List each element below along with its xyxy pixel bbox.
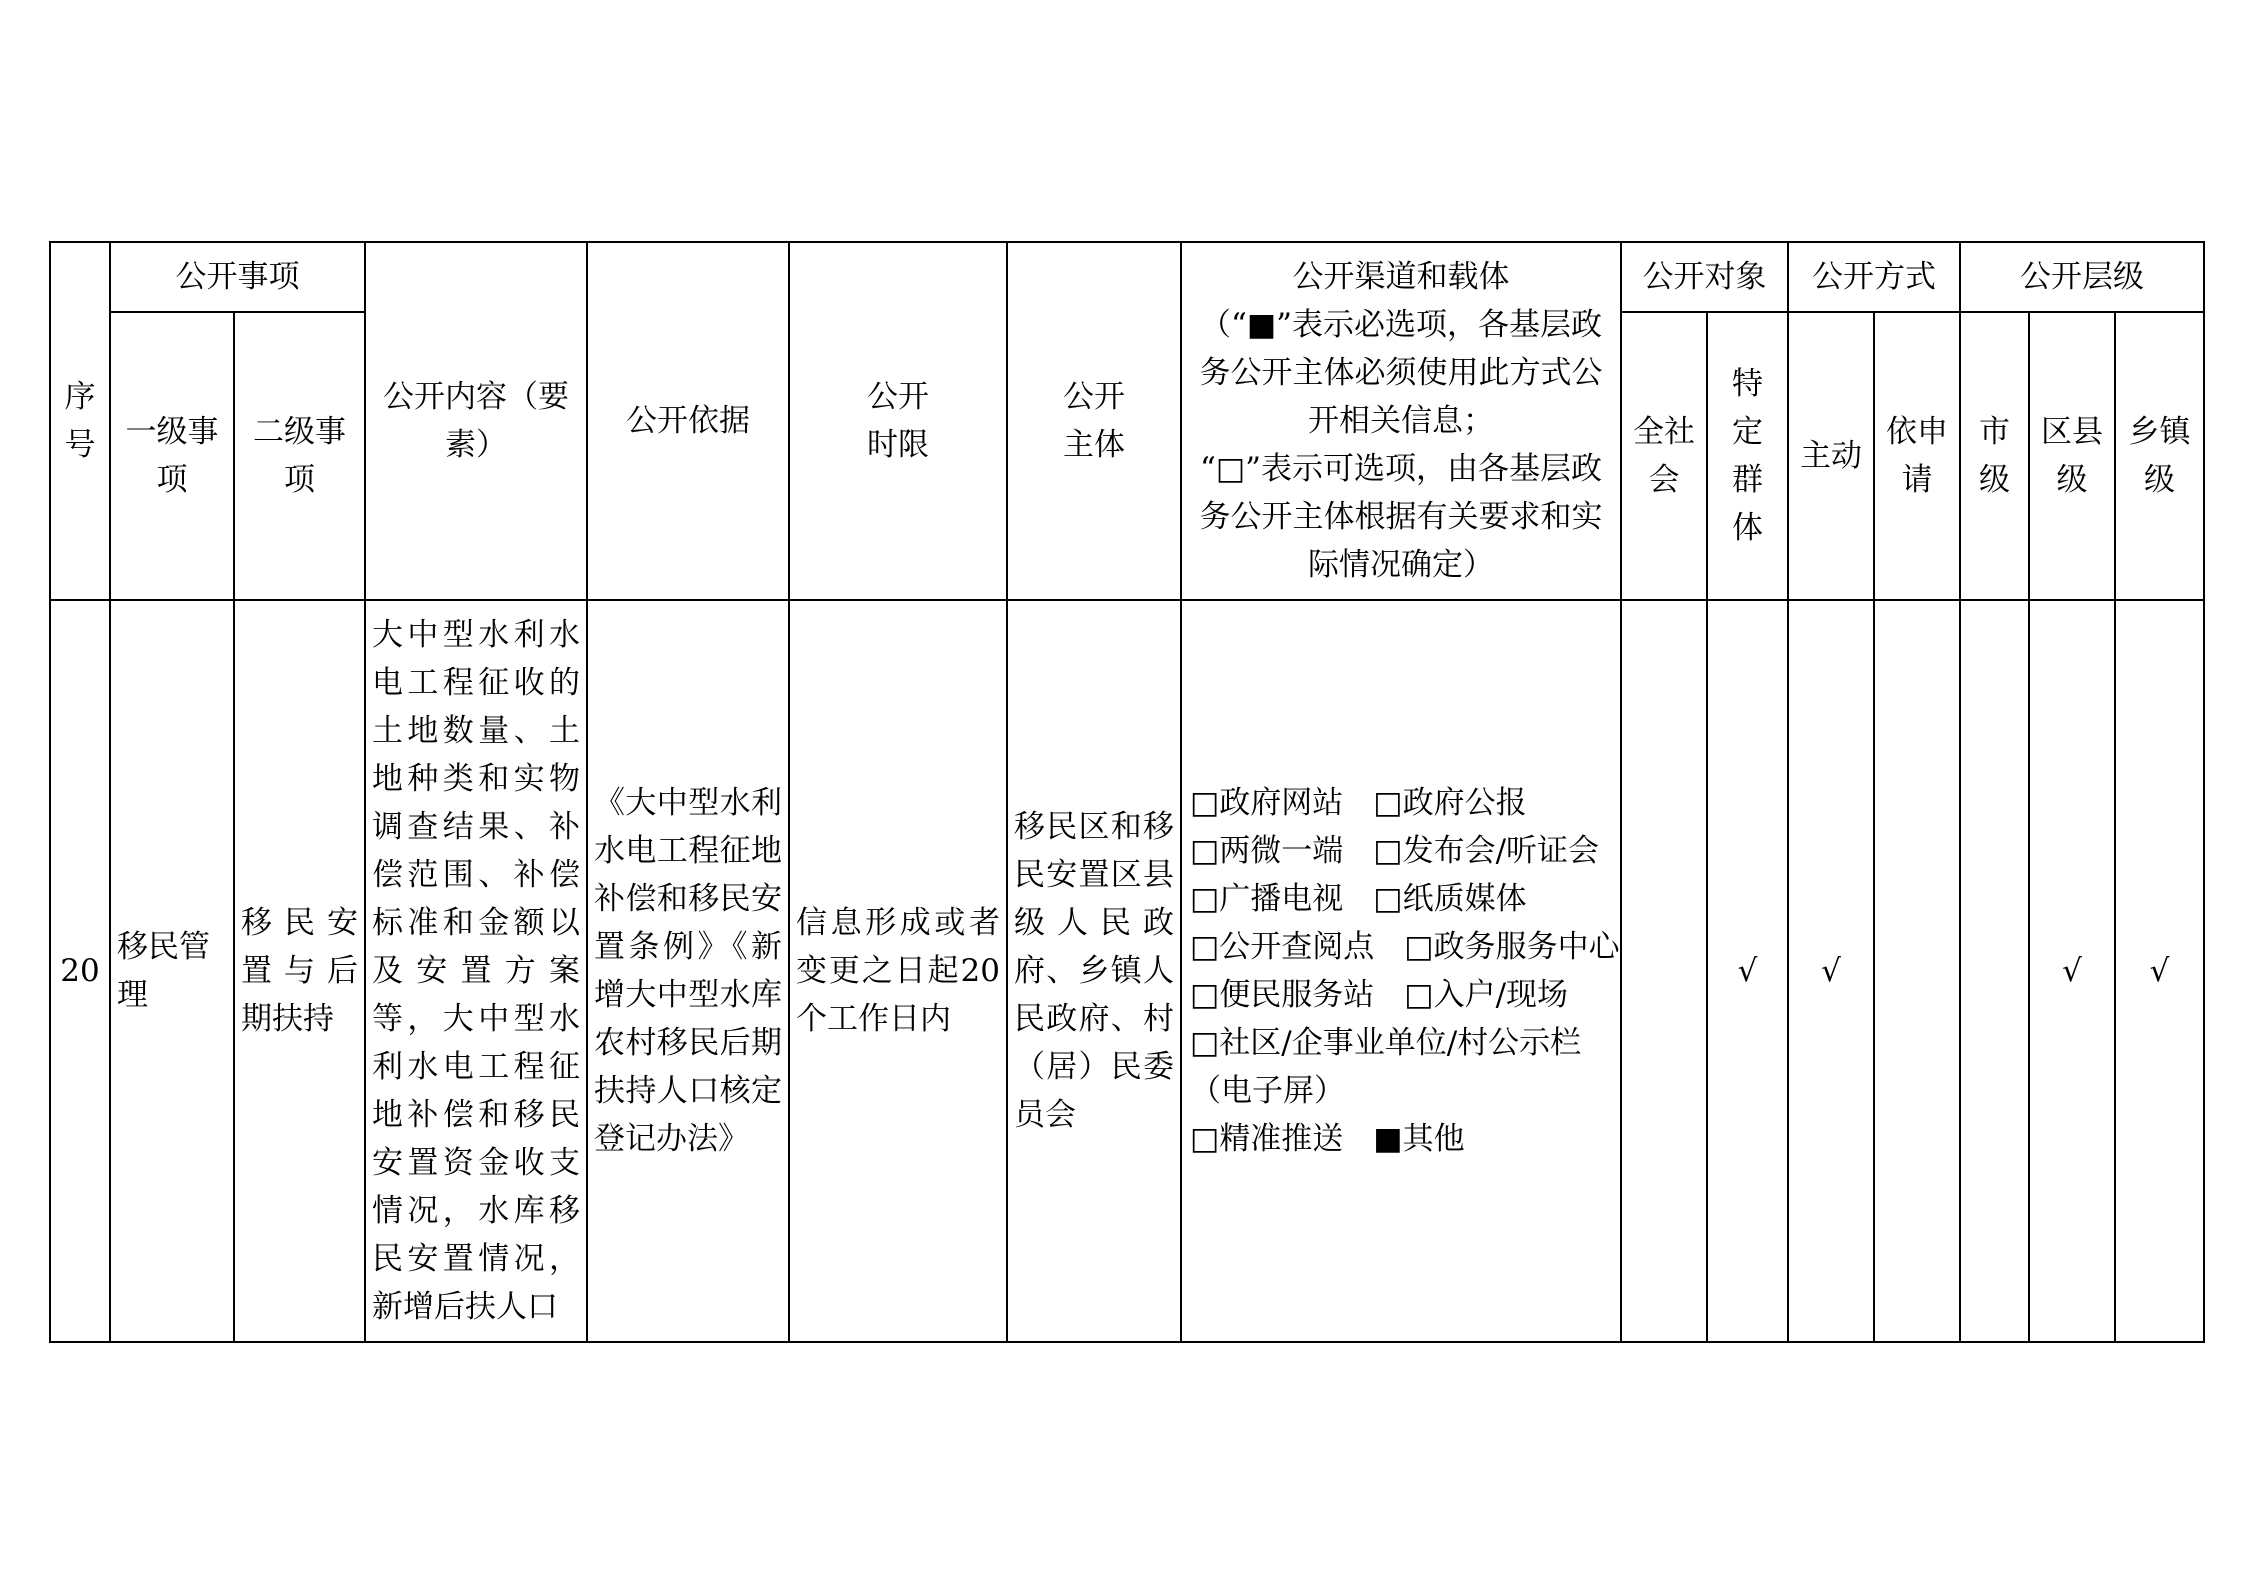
cell-basis: 《大中型水利水电工程征地补偿和移民安置条例》《新增大中型水库农村移民后期扶持人口核定登记办法》 (587, 600, 789, 1342)
cell-method-active: √ (1788, 600, 1874, 1342)
header-content: 公开内容（要素） (365, 242, 587, 600)
cell-level-county: √ (2029, 600, 2115, 1342)
header-target-all: 全社会 (1621, 312, 1707, 600)
channel-option: □公开查阅点 (1190, 929, 1375, 965)
header-subject: 公开主体 (1007, 242, 1181, 600)
cell-subject: 移民区和移民安置区县级人民政府、乡镇人民政府、村（居）民委员会 (1007, 600, 1181, 1342)
channel-line (1190, 923, 1620, 971)
channel-option: ■其他 (1373, 1121, 1465, 1157)
cell-level-city (1960, 600, 2029, 1342)
channel-line (1190, 1115, 1612, 1163)
header-channel-note-optional: “□”表示可选项，由各基层政务公开主体根据有关要求和实际情况确定） (1199, 451, 1603, 583)
channel-option: □两微一端 (1190, 833, 1344, 869)
channel-line (1190, 875, 1612, 923)
header-row-1 (50, 242, 2204, 312)
header-method-group: 公开方式 (1788, 242, 1960, 312)
header-seq: 序号 (50, 242, 110, 600)
disclosure-table (49, 241, 2205, 1343)
cell-method-request (1874, 600, 1960, 1342)
header-level-group: 公开层级 (1960, 242, 2204, 312)
channel-line (1190, 779, 1612, 827)
cell-time-limit: 信息形成或者变更之日起20个工作日内 (789, 600, 1007, 1342)
channel-line (1190, 1019, 1612, 1115)
cell-target-specific: √ (1707, 600, 1788, 1342)
cell-content: 大中型水利水电工程征收的土地数量、土地种类和实物调查结果、补偿范围、补偿标准和金额以及安置方案等，大中型水利水电工程征地补偿和移民安置资金收支情况，水库移民安置情况，新增后扶人口 (365, 600, 587, 1342)
header-level-town: 乡镇级 (2115, 312, 2204, 600)
channel-option: □发布会/听证会 (1373, 833, 1600, 869)
cell-channels (1181, 600, 1621, 1342)
channel-option: □精准推送 (1190, 1121, 1344, 1157)
channel-option: □广播电视 (1190, 881, 1344, 917)
channel-option: □入户/现场 (1404, 977, 1569, 1013)
header-time-limit: 公开时限 (789, 242, 1007, 600)
channel-option: □纸质媒体 (1373, 881, 1527, 917)
cell-level-town: √ (2115, 600, 2204, 1342)
header-target-specific: 特定群体 (1707, 312, 1788, 600)
header-method-request: 依申请 (1874, 312, 1960, 600)
header-level1: 一级事项 (110, 312, 234, 600)
header-basis: 公开依据 (587, 242, 789, 600)
header-method-active: 主动 (1788, 312, 1874, 600)
channel-option: □社区/企事业单位/村公示栏（电子屏） (1190, 1025, 1582, 1109)
header-level-county: 区县级 (2029, 312, 2115, 600)
channel-option: □便民服务站 (1190, 977, 1375, 1013)
channel-option: □政务服务中心 (1404, 929, 1620, 965)
header-level2: 二级事项 (234, 312, 365, 600)
channel-option: □政府网站 (1190, 785, 1344, 821)
header-channel (1181, 242, 1621, 600)
cell-target-all (1621, 600, 1707, 1342)
header-level-city: 市级 (1960, 312, 2029, 600)
header-channel-note-required: （“■”表示必选项，各基层政务公开主体必须使用此方式公开相关信息； (1199, 307, 1603, 439)
header-channel-title: 公开渠道和载体 (1292, 259, 1510, 295)
channel-line (1190, 971, 1612, 1019)
header-matters-group: 公开事项 (110, 242, 365, 312)
cell-level1: 移民管理 (110, 600, 234, 1342)
cell-level2: 移民安置与后期扶持 (234, 600, 365, 1342)
table-row (50, 600, 2204, 1342)
header-target-group: 公开对象 (1621, 242, 1788, 312)
channel-option: □政府公报 (1373, 785, 1527, 821)
channel-line (1190, 827, 1612, 875)
cell-seq: 20 (50, 600, 110, 1342)
